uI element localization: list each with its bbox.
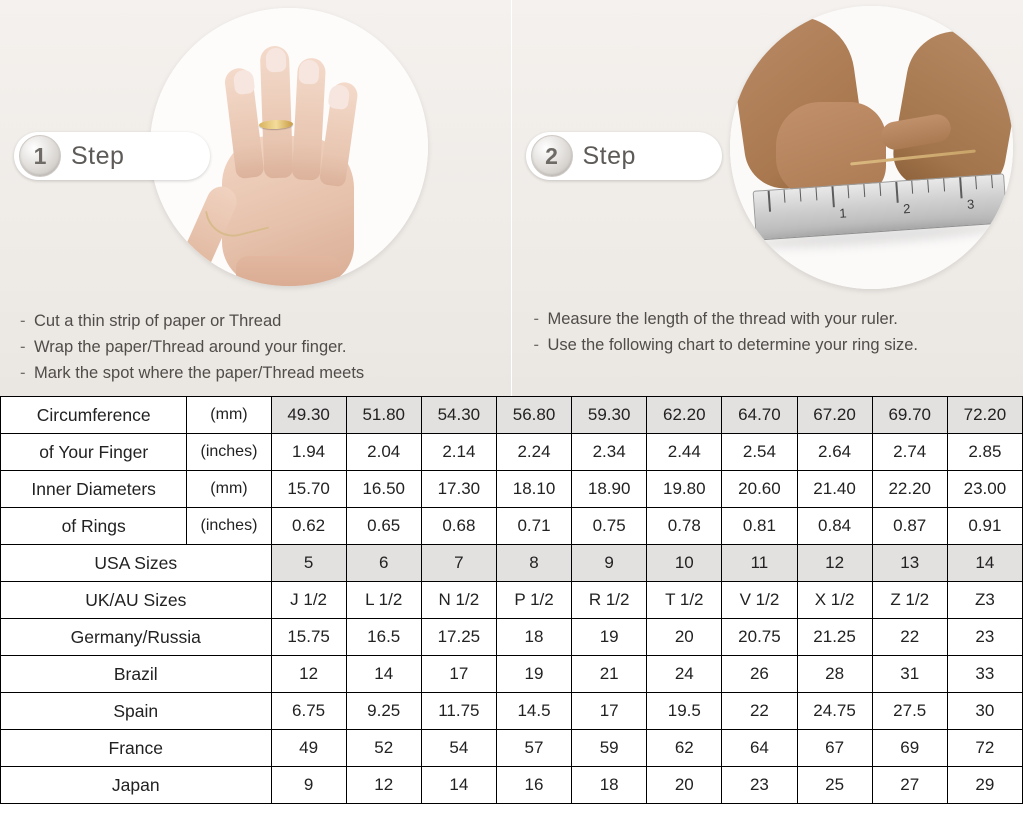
bullet-dash: - bbox=[533, 336, 539, 354]
bullet-dash: - bbox=[20, 312, 26, 330]
cell: 2.54 bbox=[722, 434, 797, 471]
cell: X 1/2 bbox=[797, 582, 872, 619]
cell: 23 bbox=[947, 619, 1022, 656]
step-badge-1 bbox=[14, 132, 210, 180]
cell: 64 bbox=[722, 730, 797, 767]
row-label: of Your Finger bbox=[1, 434, 187, 471]
cell: 64.70 bbox=[722, 397, 797, 434]
cell: 27.5 bbox=[872, 693, 947, 730]
cell: 16.50 bbox=[346, 471, 421, 508]
bullet-dash: - bbox=[20, 338, 26, 356]
cell: 16 bbox=[496, 767, 571, 804]
cell: 67.20 bbox=[797, 397, 872, 434]
cell: 31 bbox=[872, 656, 947, 693]
cell: 14 bbox=[346, 656, 421, 693]
cell: 22.20 bbox=[872, 471, 947, 508]
row-label: Spain bbox=[1, 693, 272, 730]
cell: T 1/2 bbox=[647, 582, 722, 619]
cell: 6.75 bbox=[271, 693, 346, 730]
table-row bbox=[1, 397, 1023, 434]
cell: P 1/2 bbox=[496, 582, 571, 619]
cell: 59 bbox=[572, 730, 647, 767]
cell: 0.87 bbox=[872, 508, 947, 545]
hands-measuring-thread-with-ruler-photo bbox=[730, 6, 1013, 289]
cell: 62.20 bbox=[647, 397, 722, 434]
cell: 0.78 bbox=[647, 508, 722, 545]
cell: 30 bbox=[947, 693, 1022, 730]
cell: 10 bbox=[647, 545, 722, 582]
cell: 25 bbox=[797, 767, 872, 804]
step-panel-1 bbox=[0, 0, 511, 396]
cell: 15.70 bbox=[271, 471, 346, 508]
step-2-instructions bbox=[534, 306, 919, 358]
cell: 18 bbox=[496, 619, 571, 656]
row-unit: (inches) bbox=[187, 434, 271, 471]
table-row bbox=[1, 545, 1023, 582]
cell: 16.5 bbox=[346, 619, 421, 656]
cell: 27 bbox=[872, 767, 947, 804]
cell: 19.80 bbox=[647, 471, 722, 508]
cell: 0.91 bbox=[947, 508, 1022, 545]
cell: 33 bbox=[947, 656, 1022, 693]
table-row bbox=[1, 619, 1023, 656]
cell: 52 bbox=[346, 730, 421, 767]
step-panel-2 bbox=[511, 0, 1023, 396]
steps-section bbox=[0, 0, 1023, 396]
row-unit: (mm) bbox=[187, 397, 271, 434]
cell: 0.65 bbox=[346, 508, 421, 545]
step-label: Step bbox=[582, 141, 636, 170]
cell: 2.34 bbox=[572, 434, 647, 471]
cell: 18.10 bbox=[496, 471, 571, 508]
cell: 59.30 bbox=[572, 397, 647, 434]
step-number: 1 bbox=[19, 135, 61, 177]
cell: 28 bbox=[797, 656, 872, 693]
cell: 14 bbox=[421, 767, 496, 804]
cell: 2.04 bbox=[346, 434, 421, 471]
cell: 22 bbox=[722, 693, 797, 730]
table-row bbox=[1, 730, 1023, 767]
cell: 12 bbox=[346, 767, 421, 804]
cell: 23 bbox=[722, 767, 797, 804]
cell: 49 bbox=[271, 730, 346, 767]
cell: 2.44 bbox=[647, 434, 722, 471]
bullet-dash: - bbox=[533, 310, 539, 328]
cell: 11.75 bbox=[421, 693, 496, 730]
instruction-text: Cut a thin strip of paper or Thread bbox=[34, 312, 282, 330]
cell: 51.80 bbox=[346, 397, 421, 434]
cell: L 1/2 bbox=[346, 582, 421, 619]
cell: 14 bbox=[947, 545, 1022, 582]
cell: 21.40 bbox=[797, 471, 872, 508]
cell: 17.30 bbox=[421, 471, 496, 508]
table-row bbox=[1, 767, 1023, 804]
cell: 5 bbox=[271, 545, 346, 582]
cell: J 1/2 bbox=[271, 582, 346, 619]
row-unit: (mm) bbox=[187, 471, 271, 508]
cell: 9.25 bbox=[346, 693, 421, 730]
hands-ruler-illustration bbox=[730, 6, 1013, 289]
ring-size-chart-table bbox=[0, 396, 1023, 804]
instruction-text: Mark the spot where the paper/Thread meets bbox=[34, 364, 365, 382]
cell: 0.84 bbox=[797, 508, 872, 545]
cell: 11 bbox=[722, 545, 797, 582]
cell: 2.85 bbox=[947, 434, 1022, 471]
cell: 0.62 bbox=[271, 508, 346, 545]
cell: 72 bbox=[947, 730, 1022, 767]
cell: 14.5 bbox=[496, 693, 571, 730]
cell: 17 bbox=[572, 693, 647, 730]
cell: 17 bbox=[421, 656, 496, 693]
step-number: 2 bbox=[531, 135, 573, 177]
cell: 1.94 bbox=[271, 434, 346, 471]
cell: 62 bbox=[647, 730, 722, 767]
step-badge-2 bbox=[526, 132, 722, 180]
instruction-text: Use the following chart to determine your ring size. bbox=[547, 336, 919, 354]
table-row bbox=[1, 582, 1023, 619]
row-label: UK/AU Sizes bbox=[1, 582, 272, 619]
cell: 56.80 bbox=[496, 397, 571, 434]
row-label: Circumference bbox=[1, 397, 187, 434]
cell: 20 bbox=[647, 619, 722, 656]
cell: 21.25 bbox=[797, 619, 872, 656]
row-label: France bbox=[1, 730, 272, 767]
cell: 2.64 bbox=[797, 434, 872, 471]
cell: 9 bbox=[572, 545, 647, 582]
cell: 54 bbox=[421, 730, 496, 767]
instruction-text: Wrap the paper/Thread around your finger. bbox=[34, 338, 347, 356]
ruler-label: 2 bbox=[902, 200, 911, 217]
ruler-label: 1 bbox=[838, 205, 847, 221]
cell: Z 1/2 bbox=[872, 582, 947, 619]
cell: 0.75 bbox=[572, 508, 647, 545]
cell: 2.74 bbox=[872, 434, 947, 471]
cell: 49.30 bbox=[271, 397, 346, 434]
cell: 29 bbox=[947, 767, 1022, 804]
table-row bbox=[1, 693, 1023, 730]
cell: 21 bbox=[572, 656, 647, 693]
cell: 20.75 bbox=[722, 619, 797, 656]
cell: N 1/2 bbox=[421, 582, 496, 619]
cell: 12 bbox=[797, 545, 872, 582]
cell: 57 bbox=[496, 730, 571, 767]
cell: 0.71 bbox=[496, 508, 571, 545]
cell: 9 bbox=[271, 767, 346, 804]
cell: 69.70 bbox=[872, 397, 947, 434]
row-label: Japan bbox=[1, 767, 272, 804]
cell: 24 bbox=[647, 656, 722, 693]
cell: 12 bbox=[271, 656, 346, 693]
cell: 19.5 bbox=[647, 693, 722, 730]
cell: 19 bbox=[572, 619, 647, 656]
cell: 15.75 bbox=[271, 619, 346, 656]
table-row bbox=[1, 471, 1023, 508]
cell: Z3 bbox=[947, 582, 1022, 619]
bullet-dash: - bbox=[20, 364, 26, 382]
cell: V 1/2 bbox=[722, 582, 797, 619]
cell: 7 bbox=[421, 545, 496, 582]
cell: 18.90 bbox=[572, 471, 647, 508]
cell: 69 bbox=[872, 730, 947, 767]
cell: 8 bbox=[496, 545, 571, 582]
cell: 19 bbox=[496, 656, 571, 693]
cell: 2.14 bbox=[421, 434, 496, 471]
row-label: USA Sizes bbox=[1, 545, 272, 582]
cell: 2.24 bbox=[496, 434, 571, 471]
row-label: of Rings bbox=[1, 508, 187, 545]
table-row bbox=[1, 434, 1023, 471]
step-label: Step bbox=[71, 141, 125, 170]
cell: 72.20 bbox=[947, 397, 1022, 434]
ruler-label: 3 bbox=[966, 196, 975, 212]
cell: 22 bbox=[872, 619, 947, 656]
table-row bbox=[1, 656, 1023, 693]
cell: 13 bbox=[872, 545, 947, 582]
step-1-instructions bbox=[20, 308, 364, 386]
cell: 20 bbox=[647, 767, 722, 804]
row-label: Germany/Russia bbox=[1, 619, 272, 656]
cell: 18 bbox=[572, 767, 647, 804]
cell: 0.81 bbox=[722, 508, 797, 545]
cell: 23.00 bbox=[947, 471, 1022, 508]
row-unit: (inches) bbox=[187, 508, 271, 545]
cell: 24.75 bbox=[797, 693, 872, 730]
cell: 26 bbox=[722, 656, 797, 693]
table-row bbox=[1, 508, 1023, 545]
row-label: Brazil bbox=[1, 656, 272, 693]
cell: 20.60 bbox=[722, 471, 797, 508]
cell: 17.25 bbox=[421, 619, 496, 656]
instruction-text: Measure the length of the thread with your ruler. bbox=[547, 310, 898, 328]
cell: 67 bbox=[797, 730, 872, 767]
cell: 0.68 bbox=[421, 508, 496, 545]
cell: R 1/2 bbox=[572, 582, 647, 619]
cell: 54.30 bbox=[421, 397, 496, 434]
cell: 6 bbox=[346, 545, 421, 582]
row-label: Inner Diameters bbox=[1, 471, 187, 508]
